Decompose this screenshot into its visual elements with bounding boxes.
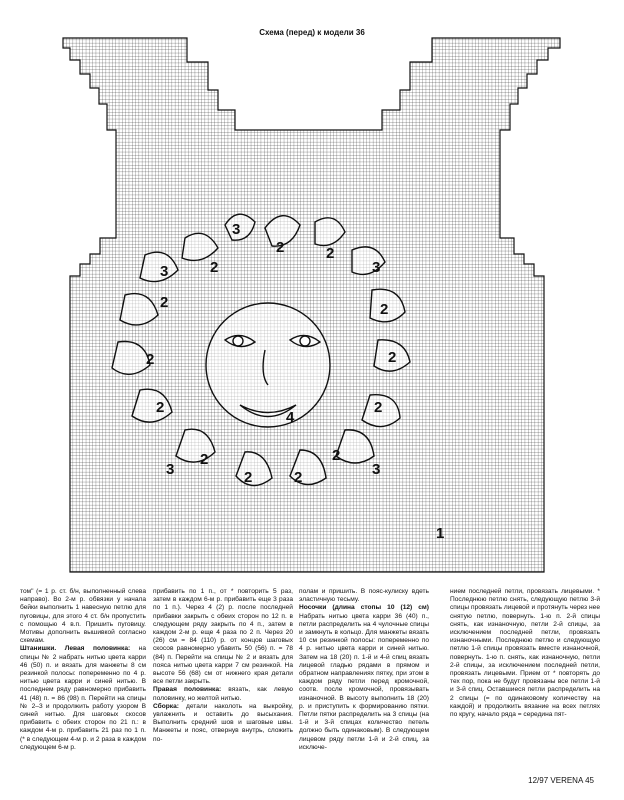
- text-column-1: [20, 588, 146, 752]
- chart-mark-2: 2: [146, 351, 155, 368]
- chart-mark-2: 2: [160, 294, 169, 311]
- paragraph: прибавить по 1 п., от * повторить 5 раз, затем в каждом 6-м р. прибавить еще 3 раза по 1 п.). Через 4 (2) р. после последней прибавки закрыть с обеих сторон по 12 п. в следующем ряду закрыть по 4 п., затем в каждом 2-м р. еще 4 раза по 2 п. Через 20 (26) см = 84 (110) р. от концов шаговых скосов равномерно убавить 50 (56) п. = 78 (84) п. Перейти на спицы № 2 и вязать для пояса нитью цвета карри 7 см резинкой. На высоте 56 (68) см от нижнего края детали все петли закрыть.: [153, 588, 293, 686]
- chart-mark-2: 2: [388, 349, 397, 366]
- chart-mark-3: 3: [232, 221, 241, 238]
- section-heading: Носочки (длина стопы 10 (12) см): [299, 604, 429, 612]
- paragraph: Штанишки. Левая половинка: на спицы № 2 набрать нитью цвета карри 46 (50) п. и вязать для манжеты 8 см резинкой полосы: попеременно по 4 р. нитью цвета карри и синей нитью. В последнем ряду равномерно прибавить 41 (48) п. = 86 (98) п. Перейти на спицы № 2–3 и продолжить работу узором В синей нитью. Для шаговых скосов прибавить с обеих сторон по 21 п.: в каждом 4-м р. прибавить 21 раз по 1 п. (* в следующем 4-м р. и 2 раза в каждом следующем 6-м р.: [20, 645, 146, 751]
- chart-mark-2: 2: [244, 469, 253, 486]
- paragraph: Носочки (длина стопы 10 (12) см) Набрать нитью цвета карри 36 (40) п., петли распределить на 4 чулочные спицы и замкнуть в кольцо. Для манжеты вязать 10 см резинкой полосы: попеременно по 4 р. нитью цвета карри и синей нитью. Затем на 18 (20) п. 1-й и 4-й спиц вязать лицевой гладью рядами в прямом и обратном направлениях пятку, при этом в каждом ряду петли перед кромочной, соотв. после кромочной, провязывать изнаночной. В высоту выполнить 18 (20) р. и приступить к формированию пятки. Петли пятки распределить на 3 спицы (на 1-й и 3-й спицах количество петель должно быть одинаковым). В следующем лицевом ряду петли 1-й и 2-й спиц, за исключе-: [299, 604, 429, 751]
- text-column-2: [153, 588, 293, 744]
- text-column-4: [450, 588, 600, 719]
- paragraph: полам и пришить. В пояс-кулиску вдеть эластичную тесьму.: [299, 588, 429, 604]
- chart-mark-3: 3: [166, 461, 175, 478]
- chart-mark-2: 2: [294, 469, 303, 486]
- chart-mark-2: 2: [200, 451, 209, 468]
- chart-mark-3: 3: [372, 259, 381, 276]
- chart-title: Схема (перед) к модели 36: [259, 28, 365, 37]
- chart-mark-2: 2: [156, 399, 165, 416]
- chart-mark-3: 3: [160, 263, 169, 280]
- page-number: 45: [585, 776, 594, 785]
- section-heading: Сборка:: [153, 702, 179, 710]
- paragraph: Правая половинка: вязать, как левую половинку, но желтой нитью.: [153, 686, 293, 702]
- chart-mark-2: 2: [374, 399, 383, 416]
- chart-mark-3: 3: [372, 461, 381, 478]
- section-heading: Штанишки. Левая половинка:: [20, 645, 131, 653]
- chart-mark-2: 2: [276, 239, 285, 256]
- paragraph: Сборка: детали наколоть на выкройку, увлажнить и оставить до высыхания. Выполнить средний шов и шаговые швы. Манжеты и пояс, отвернув внутрь, сложить по-: [153, 702, 293, 743]
- page-footer: [528, 776, 594, 785]
- chart-mark-1: 1: [436, 525, 445, 542]
- section-heading: Правая половинка:: [153, 686, 222, 694]
- paragraph: том" (= 1 р. ст. б/н, выполненный слева направо). Во 2-м р. обвязки у начала бейки выполнить 1 навесную петлю для пуговицы, для этого 4 ст. б/н пропустить с помощью 4 в.п. Пришить пуговицу. Мотивы дополнить вышивкой согласно схемам.: [20, 588, 146, 645]
- issue-label: 12/97 VERENA: [528, 776, 583, 785]
- paragraph: нием последней петли, провязать лицевыми. * Последнюю петлю снять, следующую петлю 3-й спицы провязать лицевой и протянуть через нее снятую петлю, повернуть. 1-ю п. 2-й спицы снять, как изнаночную, петли 2-й спицы, за исключением последней петли, провязать изнаночными. Последнюю петлю и следующую петлю 1-й спицы провязать вместе изнаночной, повернуть. 1-ю п. снять, как изнаночную, петли 2-й спицы, за исключением последней петли, провязать лицевыми. Прием от * повторять до тех пор, пока не будут провязаны все петли 1-й и 3-й спиц. Оставшиеся петли распределить на 2 спицы (= по одинаковому количеству на каждой) и продолжить вязание на всех петлях по кругу, начало ряда = середина пят-: [450, 588, 600, 719]
- text-column-3: [299, 588, 429, 752]
- chart-mark-2: 2: [332, 447, 341, 464]
- chart-mark-2: 2: [210, 259, 219, 276]
- chart-mark-2: 2: [380, 301, 389, 318]
- chart-mark-4: 4: [286, 409, 295, 426]
- chart-mark-2: 2: [326, 245, 335, 262]
